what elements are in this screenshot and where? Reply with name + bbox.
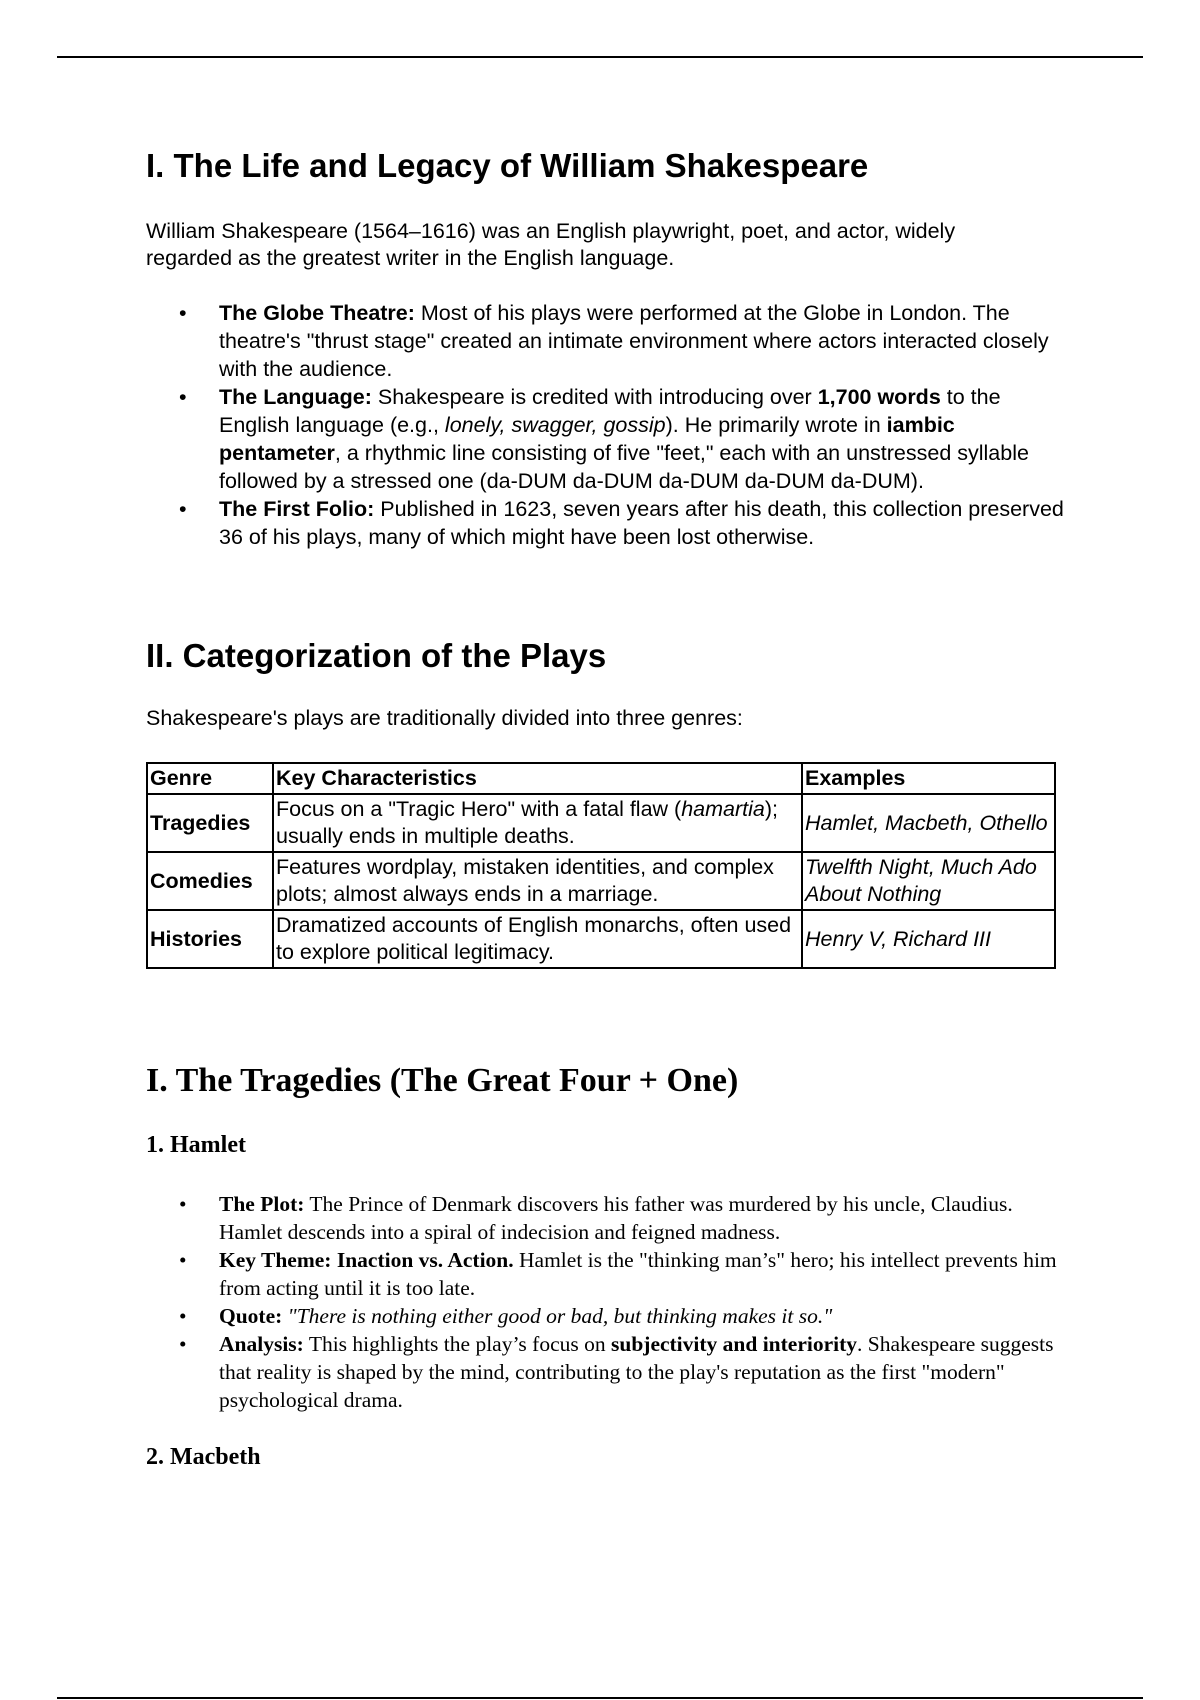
hamlet-bullet-list — [146, 1190, 1066, 1414]
cell-text: Focus on a "Tragic Hero" with a fatal flaw ( — [276, 797, 682, 821]
table-row — [147, 852, 1055, 910]
table-row — [147, 794, 1055, 852]
bullet-label: The Globe Theatre: — [219, 301, 415, 325]
top-rule — [57, 56, 1143, 58]
list-item-theme — [146, 1246, 1066, 1302]
characteristics-cell — [273, 794, 802, 852]
bold-term: subjectivity and interiority — [611, 1332, 858, 1356]
bold-term: 1,700 words — [817, 385, 941, 409]
examples-cell: Henry V, Richard III — [802, 910, 1055, 968]
genre-cell: Histories — [147, 910, 273, 968]
list-item-quote — [146, 1302, 1066, 1330]
bullet-text: This highlights the play’s focus on — [303, 1332, 611, 1356]
list-item-language — [146, 383, 1066, 495]
bullet-text: , a rhythmic line consisting of five "feet," each with an unstressed syllable followed by a stressed one (da-DUM da-DUM da-DUM da-DUM da-DUM). — [219, 441, 1029, 493]
genre-cell: Tragedies — [147, 794, 273, 852]
life-bullet-list — [146, 299, 1066, 551]
section-heading-life-legacy: I. The Life and Legacy of William Shakespeare — [146, 147, 869, 184]
characteristics-cell: Features wordplay, mistaken identities, and complex plots; almost always ends in a marriage. — [273, 852, 802, 910]
column-header-genre: Genre — [147, 763, 273, 794]
table-header-row — [147, 763, 1055, 794]
cell-text: ); usually ends in multiple deaths. — [276, 797, 779, 848]
bullet-text: Shakespeare is credited with introducing over — [371, 385, 818, 409]
table-row — [147, 910, 1055, 968]
quote-text: "There is nothing either good or bad, but thinking makes it so." — [287, 1304, 833, 1328]
bullet-text: The Prince of Denmark discovers his father was murdered by his uncle, Claudius. Hamlet descends into a spiral of indecision and feigned madness. — [219, 1192, 1013, 1244]
characteristics-cell: Dramatized accounts of English monarchs, often used to explore political legitimacy. — [273, 910, 802, 968]
bullet-label: Analysis: — [219, 1332, 304, 1356]
bullet-label: The Plot: — [219, 1192, 305, 1216]
bullet-text: Hamlet is the "thinking man’s" hero; his intellect prevents him from acting until it is too late. — [219, 1248, 1057, 1300]
bullet-label: Key Theme: Inaction vs. Action. — [219, 1248, 514, 1272]
genres-intro: Shakespeare's plays are traditionally divided into three genres: — [146, 706, 743, 730]
bullet-label: The Language: — [219, 385, 372, 409]
bullet-text: Most of his plays were performed at the Globe in London. The theatre's "thrust stage" created an intimate environment where actors interacted closely with the audience. — [219, 301, 1049, 381]
bullet-text: to the English language (e.g., — [219, 385, 1001, 437]
column-header-characteristics: Key Characteristics — [273, 763, 802, 794]
italic-examples: lonely, swagger, gossip — [444, 413, 666, 437]
bullet-text: Published in 1623, seven years after his death, this collection preserved 36 of his plays, many of which might have been lost otherwise. — [219, 497, 1064, 549]
list-item-analysis — [146, 1330, 1066, 1414]
bullet-text: . Shakespeare suggests that reality is shaped by the mind, contributing to the play's reputation as the first "modern" psychological drama. — [219, 1332, 1054, 1412]
subheading-hamlet: 1. Hamlet — [146, 1132, 246, 1158]
bullet-label: Quote: — [219, 1304, 283, 1328]
examples-cell: Hamlet, Macbeth, Othello — [802, 794, 1055, 852]
column-header-examples: Examples — [802, 763, 1055, 794]
bullet-label: The First Folio: — [219, 497, 375, 521]
list-item-globe — [146, 299, 1066, 383]
list-item-folio — [146, 495, 1066, 551]
bold-term: iambic pentameter — [219, 413, 955, 465]
genre-cell: Comedies — [147, 852, 273, 910]
genres-table — [146, 762, 1056, 969]
intro-paragraph: William Shakespeare (1564–1616) was an English playwright, poet, and actor, widely regarded as the greatest writer in the English language. — [146, 219, 956, 270]
italic-term: hamartia — [681, 797, 765, 821]
list-item-plot — [146, 1190, 1066, 1246]
section-heading-categorization: II. Categorization of the Plays — [146, 637, 607, 674]
bottom-rule — [57, 1697, 1143, 1699]
examples-cell: Twelfth Night, Much Ado About Nothing — [802, 852, 1055, 910]
bullet-text: ). He primarily wrote in — [665, 413, 887, 437]
subheading-macbeth: 2. Macbeth — [146, 1444, 261, 1470]
section-heading-tragedies: I. The Tragedies (The Great Four + One) — [146, 1062, 739, 1099]
